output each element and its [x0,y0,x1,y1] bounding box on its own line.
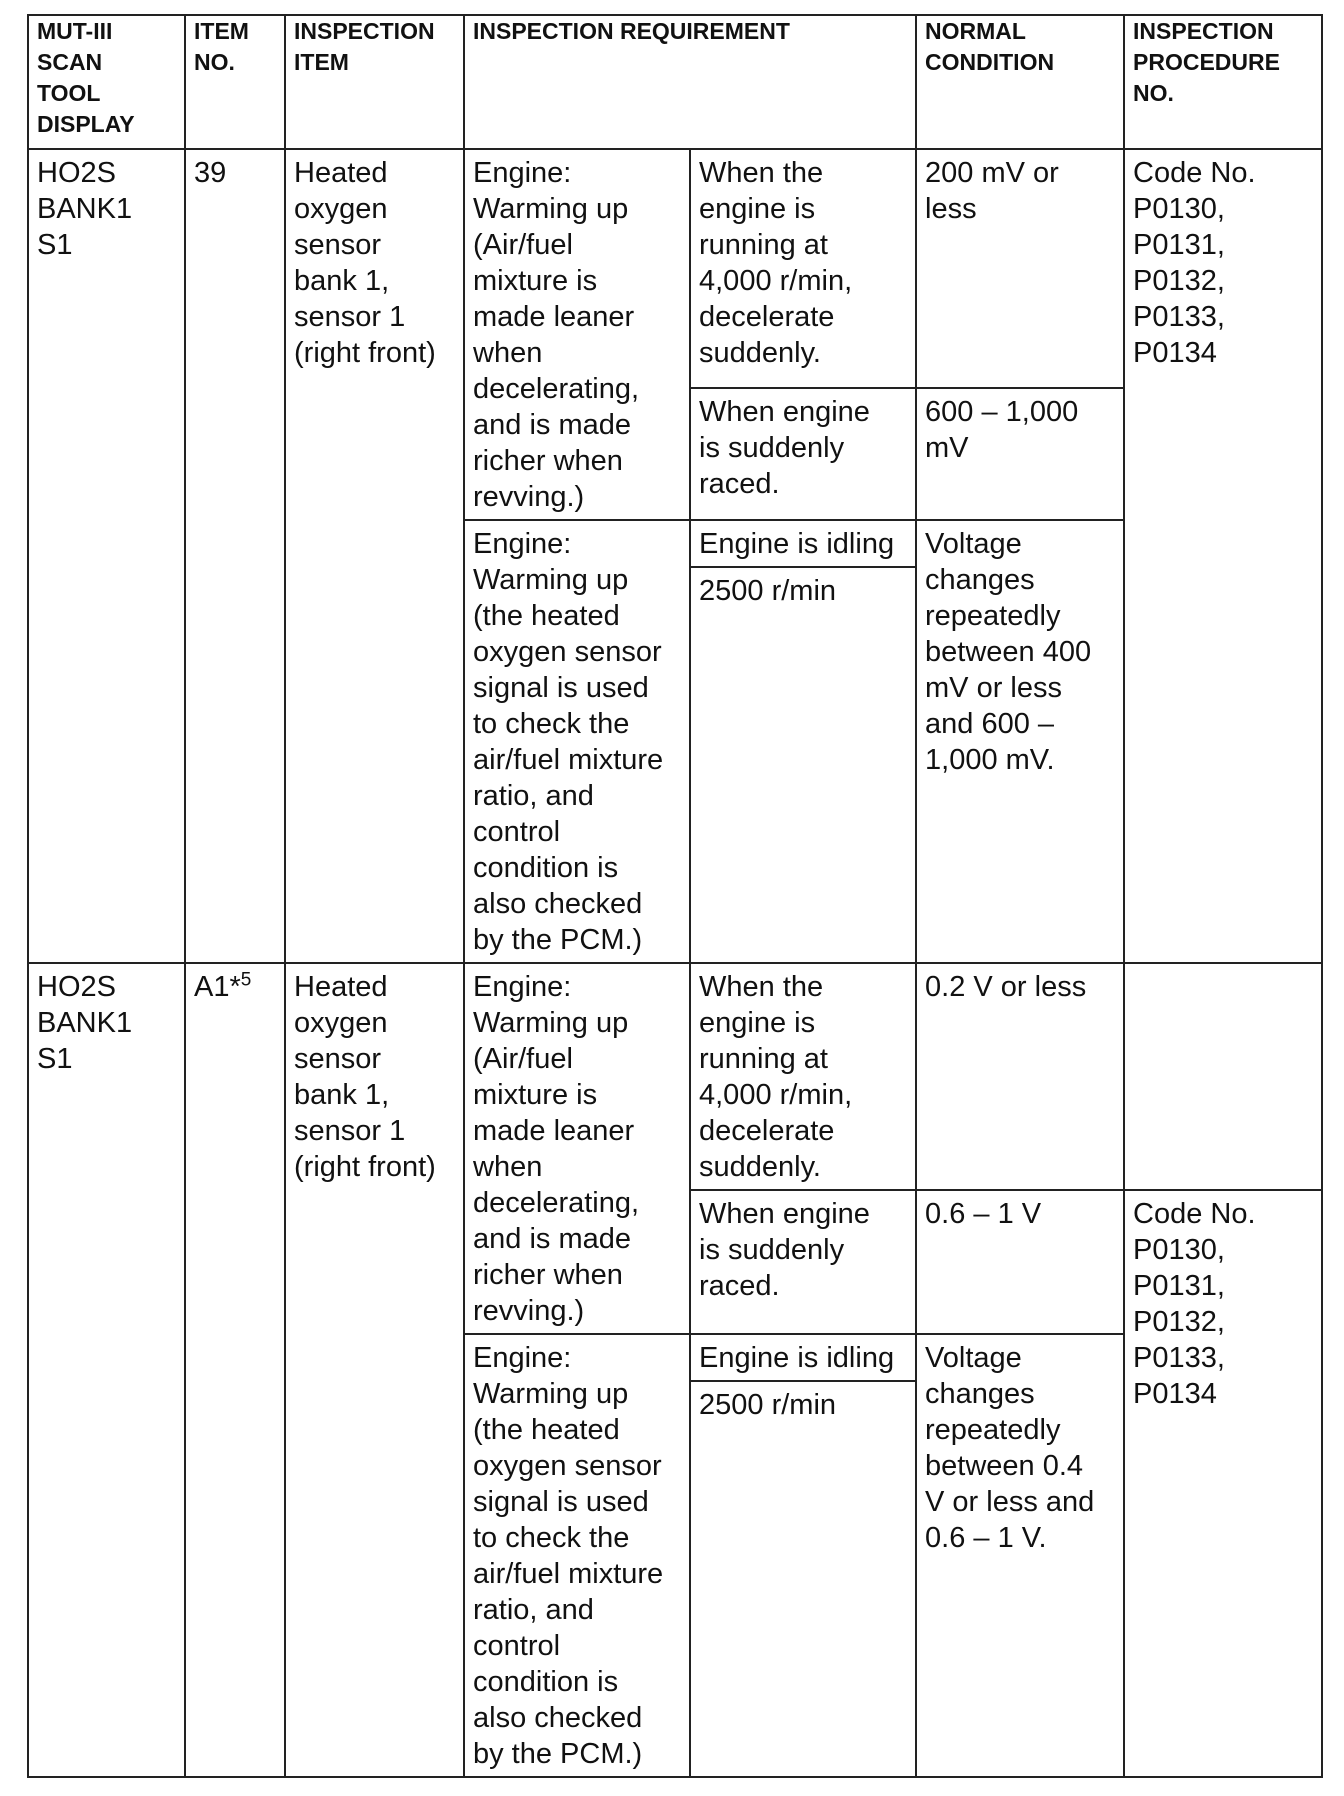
header-normal-condition: NORMAL CONDITION [916,15,1124,149]
requirement-cell: Engine: Warming up (the heated oxygen sensor signal is used to check the air/fuel mixture ratio, and control condition is also checked by the PCM.) [464,520,690,963]
table-row [28,963,1322,1190]
normal-condition-cell: 200 mV or less [916,149,1124,388]
item-no-superscript: 5 [240,969,252,991]
normal-condition-cell: Voltage changes repeatedly between 400 mV or less and 600 – 1,000 mV. [916,520,1124,963]
condition-cell: When engine is suddenly raced. [690,388,916,520]
normal-condition-cell: 0.6 – 1 V [916,1190,1124,1334]
inspection-item-cell: Heated oxygen sensor bank 1, sensor 1 (right front) [285,963,464,1777]
procedure-cell: Code No. P0130, P0131, P0132, P0133, P0134 [1124,1190,1322,1777]
requirement-cell: Engine: Warming up (the heated oxygen sensor signal is used to check the air/fuel mixture ratio, and control condition is also checked by the PCM.) [464,1334,690,1777]
item-no-text: 39 [194,157,227,189]
item-no-text: A1* [194,971,241,1003]
item-no-cell [185,149,285,963]
normal-condition-cell: Voltage changes repeatedly between 0.4 V or less and 0.6 – 1 V. [916,1334,1124,1777]
condition-cell: When engine is suddenly raced. [690,1190,916,1334]
inspection-item-cell: Heated oxygen sensor bank 1, sensor 1 (right front) [285,149,464,963]
condition-cell: When the engine is running at 4,000 r/min, decelerate suddenly. [690,149,916,388]
procedure-cell: Code No. P0130, P0131, P0132, P0133, P0134 [1124,149,1322,963]
requirement-cell: Engine: Warming up (Air/fuel mixture is made leaner when decelerating, and is made richer when revving.) [464,963,690,1334]
inspection-table [27,14,1323,1778]
condition-cell: Engine is idling [690,1334,916,1381]
header-item-no: ITEM NO. [185,15,285,149]
scan-tool-display-cell: HO2S BANK1 S1 [28,149,185,963]
requirement-cell: Engine: Warming up (Air/fuel mixture is made leaner when decelerating, and is made richer when revving.) [464,149,690,520]
header-scan-tool-display: MUT-III SCAN TOOL DISPLAY [28,15,185,149]
header-inspection-item: INSPECTION ITEM [285,15,464,149]
condition-cell: Engine is idling [690,520,916,567]
normal-condition-cell: 600 – 1,000 mV [916,388,1124,520]
condition-cell: 2500 r/min [690,567,916,963]
procedure-cell [1124,963,1322,1190]
table-row [28,149,1322,388]
header-inspection-procedure-no: INSPECTION PROCEDURE NO. [1124,15,1322,149]
scan-tool-display-cell: HO2S BANK1 S1 [28,963,185,1777]
condition-cell: 2500 r/min [690,1381,916,1777]
normal-condition-cell: 0.2 V or less [916,963,1124,1190]
condition-cell: When the engine is running at 4,000 r/min, decelerate suddenly. [690,963,916,1190]
item-no-cell [185,963,285,1777]
header-inspection-requirement: INSPECTION REQUIREMENT [464,15,916,149]
header-row [28,15,1322,149]
